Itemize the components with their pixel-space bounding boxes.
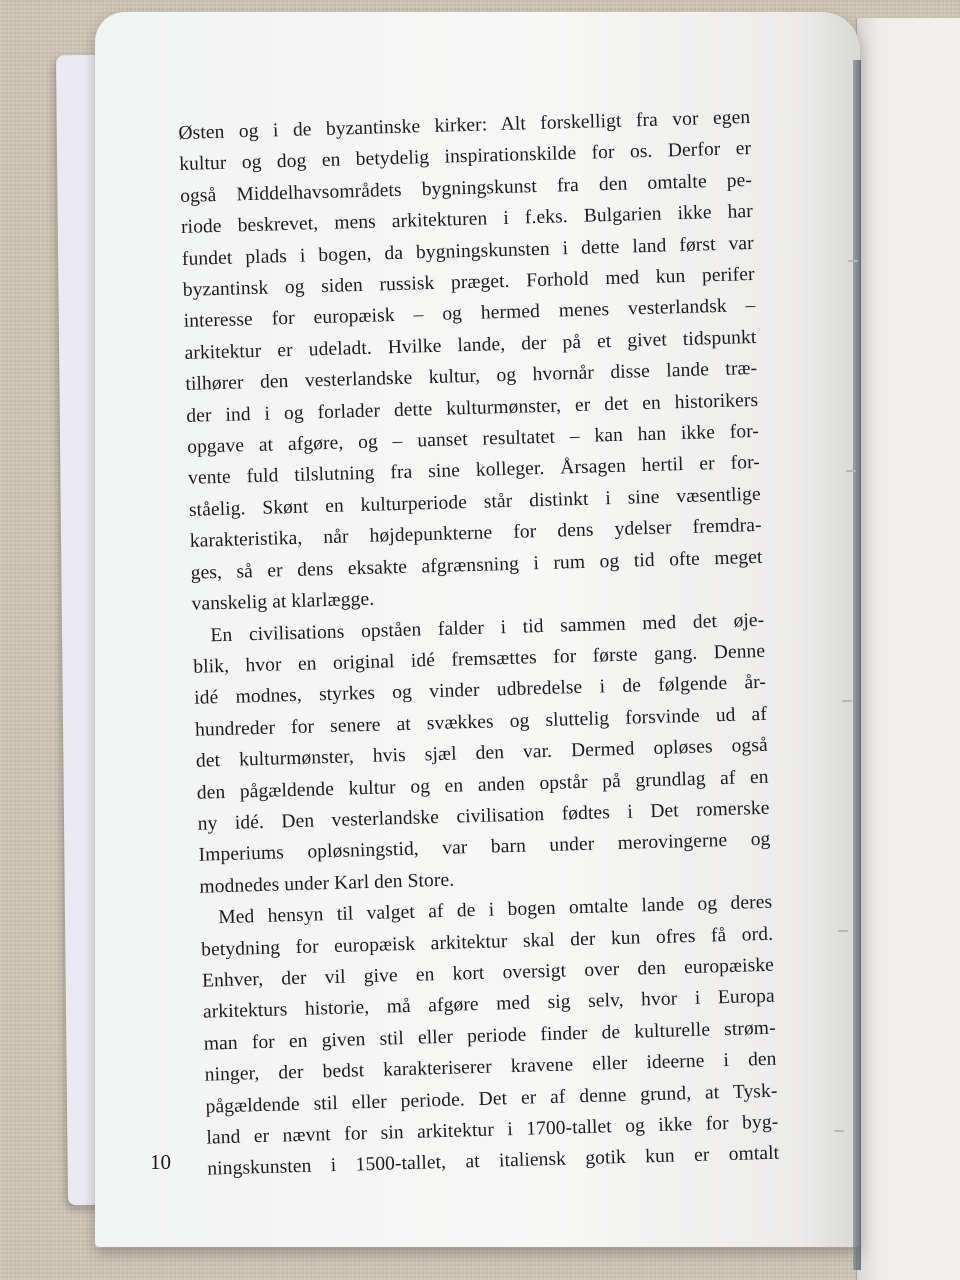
text-line: det kulturmønster, hvis sjæl den var. Dermed opløses også [195,734,769,772]
text-line: idé modnes, styrkes og vinder udbredelse i de følgende år- [193,672,767,710]
text-line: tilhører den vesterlandske kultur, og hvornår disse lande træ- [185,358,758,396]
text-line: riode beskrevet, mens arkitekturen i f.eks. Bulgarien ikke har [180,201,754,239]
binding-stitch [846,470,856,472]
text-line: karakteristika, når højdepunkterne for dens ydelser fremdra- [189,515,762,553]
text-line: ny idé. Den vesterlandske civilisation fødtes i Det romerske [197,797,770,835]
text-line: pågældende stil eller periode. Det er af denne grund, at Tysk- [205,1080,778,1118]
text-line: blik, hvor en original idé fremsættes for første gang. Denne [193,640,766,678]
text-line: Østen og i de byzantinske kirker: Alt forskelligt fra vor egen [178,107,751,144]
text-line: interesse for europæisk – og hermed menes vesterlandsk – [183,295,756,333]
text-line: En civilisations opståen falder i tid sammen med det øje- [210,609,765,646]
text-line: byzantinsk og siden russisk præget. Forhold med kun perifer [182,263,755,301]
binding-stitch [838,930,848,932]
text-line: modnedes under Karl den Store. [199,869,455,898]
facing-page [856,18,960,1280]
page-body-text [178,102,780,1185]
text-line: vente fuld tilslutning fra sine kolleger. Årsagen hertil er for- [187,452,761,490]
text-line: Med hensyn til valget af de i bogen omtalte lande og deres [218,891,773,929]
text-line: fundet plads i bogen, da bygningskunsten i dette land først var [181,232,755,270]
text-line: vanskelig at klarlægge. [191,588,375,615]
text-line: betydning for europæisk arkitektur skal der kun ofres få ord. [200,923,774,961]
text-line: der ind i og forlader dette kulturmønster, er det en historikers [186,389,759,427]
text-line: Enhver, der vil give en kort oversigt over den europæiske [201,954,775,992]
text-line: Imperiums opløsningstid, var barn under merovingerne og [198,829,771,867]
text-line: ninger, der bedst karakteriserer kravene eller ideerne i den [204,1048,777,1086]
text-line: ges, så er dens eksakte afgrænsning i rum og tid ofte meget [190,546,763,584]
text-line: land er nævnt for sin arkitektur i 1700-tallet og ikke for byg- [206,1111,779,1149]
text-line: opgave at afgøre, og – uanset resultatet – kan han ikke for- [186,420,760,458]
book-gutter [853,60,861,1270]
text-line: hundreder for senere at svækkes og sluttelig forsvinde ud af [194,703,768,741]
binding-stitch [848,260,858,262]
text-line: kultur og dog en betydelig inspirationskilde for os. Derfor er [179,138,752,176]
binding-stitch [834,1130,844,1132]
page-number: 10 [150,1150,171,1174]
binding-stitch [842,700,852,702]
text-line: arkitekturs historie, må afgøre med sig selv, hvor i Europa [202,986,776,1024]
text-line: man for en given stil eller periode finder de kulturelle strøm- [203,1017,776,1055]
text-line: den pågældende kultur og en anden opstår på grundlag af en [196,766,769,804]
text-line: også Middelhavsområdets bygningskunst fra den omtalte pe- [179,169,753,207]
text-line: ningskunsten i 1500-tallet, at italiensk gotik kun er omtalt [207,1143,780,1180]
text-line: arkitektur er udeladt. Hvilke lande, der på et givet tidspunkt [184,326,757,364]
text-line: ståelig. Skønt en kulturperiode står distinkt i sine væsentlige [188,483,762,521]
